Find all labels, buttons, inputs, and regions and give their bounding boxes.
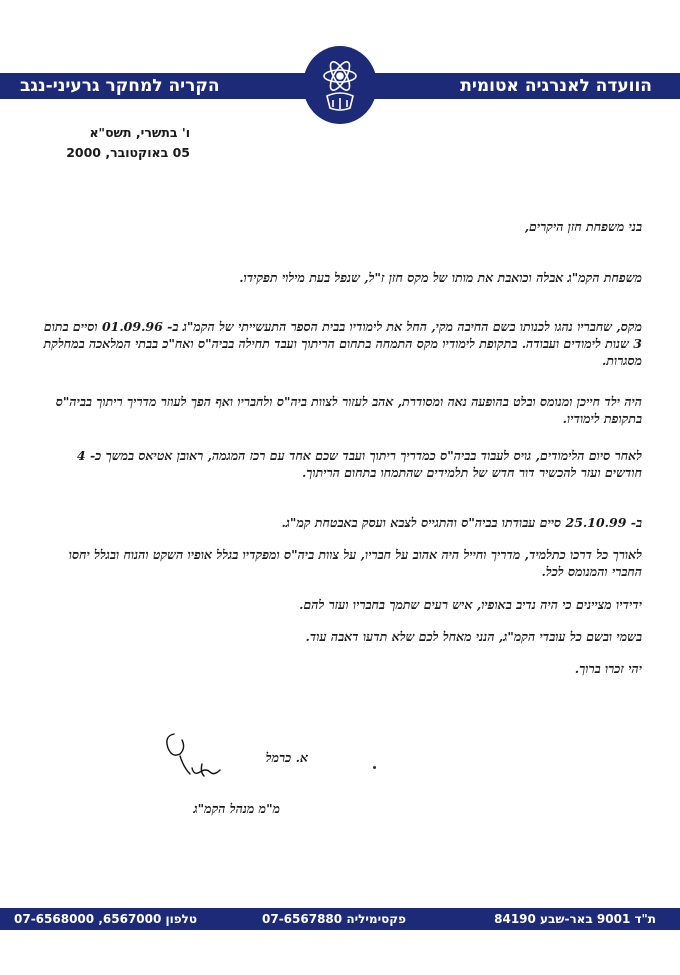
org-name-right: הוועדה לאנרגיה אטומית [460,76,652,96]
paragraph-4: לאחר סיום הלימודים, גויס לעבוד בביה"ס כמדריך ריתוך ועבד שכם אחד עם רכז המגמה, ראובן אטיאס במשך כ- 4 חודשים ועזר להכשיר דור חדש של תלמידים שהתמחו בתחום הריתוך. [76,448,642,480]
gregorian-date: 05 באוקטובר, 2000 [66,145,190,160]
salutation: בני משפחת חזן היקרים, [524,219,642,234]
letter-dates [66,123,190,163]
atom-logo-icon [303,46,377,124]
paragraph-2: מקס, שחבריו נהגו לכנותו בשם החיבה מקי, החל את לימודיו בבית הספר התעשייתי של הקמ"ג ב- 01.09.96 וסיים בתום 3 שנות לימודים ועבודה. בתקופת לימודיו מקס התמחה בתחום הריתוך ועבד תחילה בביה"ס ואח"כ בבתי המלאכה במחלקת מסגרות. [43,319,642,368]
paragraph-7: ידידיו מציינים כי היה נדיב באופיו, איש רעים שתמך בחבריו ועזר להם. [299,597,642,612]
paragraph-3: היה ילד חייכן ומנומס ובלט בהופעה נאה ומסודרת, אהב לעזור לצוות ביה"ס ולחבריו ואף הפך לעוזר מדריך ריתוך בביה"ס בתקופת לימודיו. [55,394,642,426]
signatory-name: א. כרמל [265,750,308,765]
org-name-left: הקריה למחקר גרעיני-נגב [20,76,220,96]
ink-dot [373,766,376,769]
paragraph-5: ב- 25.10.99 סיים עבודתו בביה"ס והתגייס לצבא ועסק באבטחת קמ"ג. [281,515,642,530]
paragraph-9: יהי זכרו ברוך. [574,661,642,676]
footer-fax: פקסימיליה 07-6567880 [262,912,406,926]
signatory-title: מ"מ מנהל הקמ"ג [193,801,280,816]
handwritten-signature [160,728,230,792]
footer-phone: טלפון 6567000, 07-6568000 [14,912,198,926]
footer-band [0,908,680,930]
paragraph-8: בשמי ובשם כל עובדי הקמ"ג, הנני מאחל לכם שלא תדעו דאבה עוד. [305,629,642,644]
footer-address: ת"ד 9001 באר-שבע 84190 [494,912,656,926]
hebrew-date: ו' בתשרי, תשס"א [89,125,190,140]
paragraph-1: משפחת הקמ"ג אבלה וכואבת את מותו של מקס חזן ז"ל, שנפל בעת מילוי תפקידו. [239,270,642,285]
paragraph-6: לאורך כל דרכו כתלמיד, מדריך וחייל היה אהוב על חבריו, על צוות ביה"ס ומפקדיו בגלל אופיו השקט והנוח ובגלל יחסו החברי והמנומס לכל. [68,547,642,579]
